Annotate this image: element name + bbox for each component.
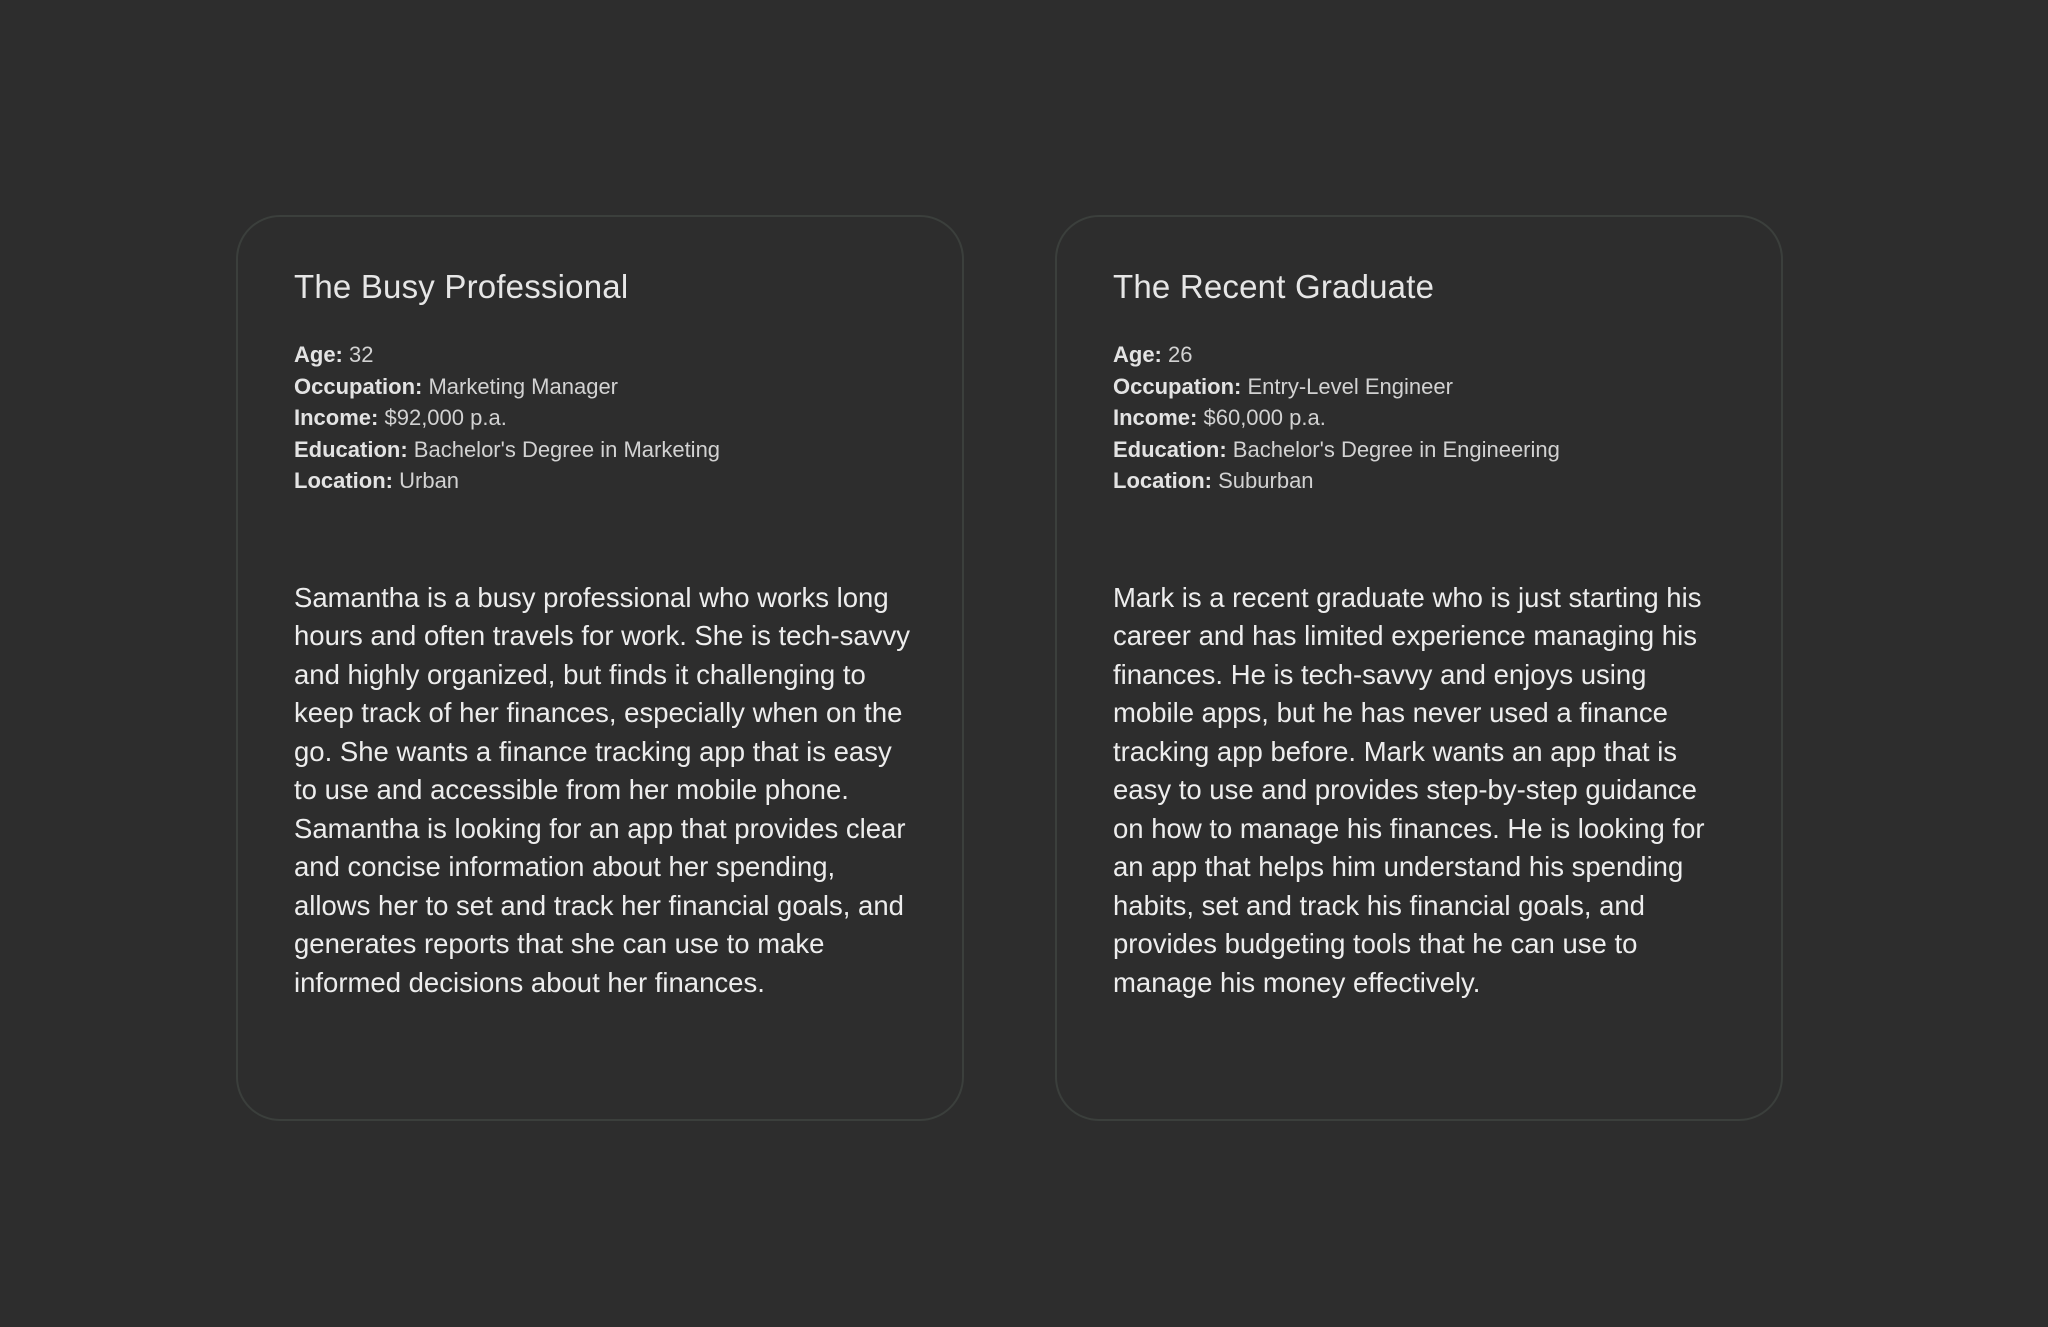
detail-income (294, 402, 906, 434)
detail-location (1113, 465, 1725, 497)
detail-label: Location: (294, 468, 393, 493)
detail-location (294, 465, 906, 497)
detail-value: 26 (1168, 342, 1193, 367)
detail-label: Age: (294, 342, 343, 367)
detail-value: Entry-Level Engineer (1247, 373, 1453, 399)
detail-label: Age: (1113, 342, 1162, 367)
detail-label: Occupation: (1113, 373, 1242, 399)
detail-education (294, 434, 906, 466)
persona-title: The Recent Graduate (1113, 268, 1435, 305)
persona-details (294, 339, 906, 497)
detail-value: 32 (349, 342, 374, 367)
detail-label: Location: (1113, 468, 1212, 493)
persona-card-busy-professional (236, 215, 964, 1121)
detail-value: Suburban (1218, 468, 1314, 493)
persona-description: Samantha is a busy professional who works long hours and often travels for work. She is tech-savvy and highly organized, but finds it challenging to keep track of her finances, especially when on the go. She wants a finance tracking app that is easy to use and accessible from her mobile phone. Samantha is looking for an app that provides clear and concise information about her spending, allows her to set and track her financial goals, and generates reports that she can use to make informed decisions about her finances. (294, 581, 910, 998)
detail-income (1113, 402, 1725, 434)
detail-age (294, 339, 906, 371)
persona-title: The Busy Professional (294, 268, 629, 305)
detail-education (1113, 434, 1725, 466)
detail-label: Occupation: (294, 373, 423, 399)
persona-description: Mark is a recent graduate who is just starting his career and has limited experience managing his finances. He is tech-savvy and enjoys using mobile apps, but he has never used a finance tracking app before. Mark wants an app that is easy to use and provides step-by-step guidance on how to manage his finances. He is looking for an app that helps him understand his spending habits, set and track his financial goals, and provides budgeting tools that he can use to manage his money effectively. (1113, 581, 1705, 998)
detail-label: Education: (1113, 436, 1227, 462)
persona-card-recent-graduate (1055, 215, 1783, 1121)
detail-value: $60,000 p.a. (1203, 405, 1326, 430)
detail-value: Bachelor's Degree in Engineering (1232, 436, 1560, 462)
detail-label: Income: (1113, 405, 1198, 430)
detail-occupation (294, 371, 906, 403)
detail-occupation (1113, 371, 1725, 403)
detail-value: Bachelor's Degree in Marketing (413, 436, 721, 462)
detail-value: Marketing Manager (428, 373, 619, 399)
detail-value: Urban (399, 468, 460, 493)
persona-details (1113, 339, 1725, 497)
detail-label: Income: (294, 405, 379, 430)
detail-label: Education: (294, 436, 408, 462)
detail-age (1113, 339, 1725, 371)
detail-value: $92,000 p.a. (384, 405, 507, 430)
